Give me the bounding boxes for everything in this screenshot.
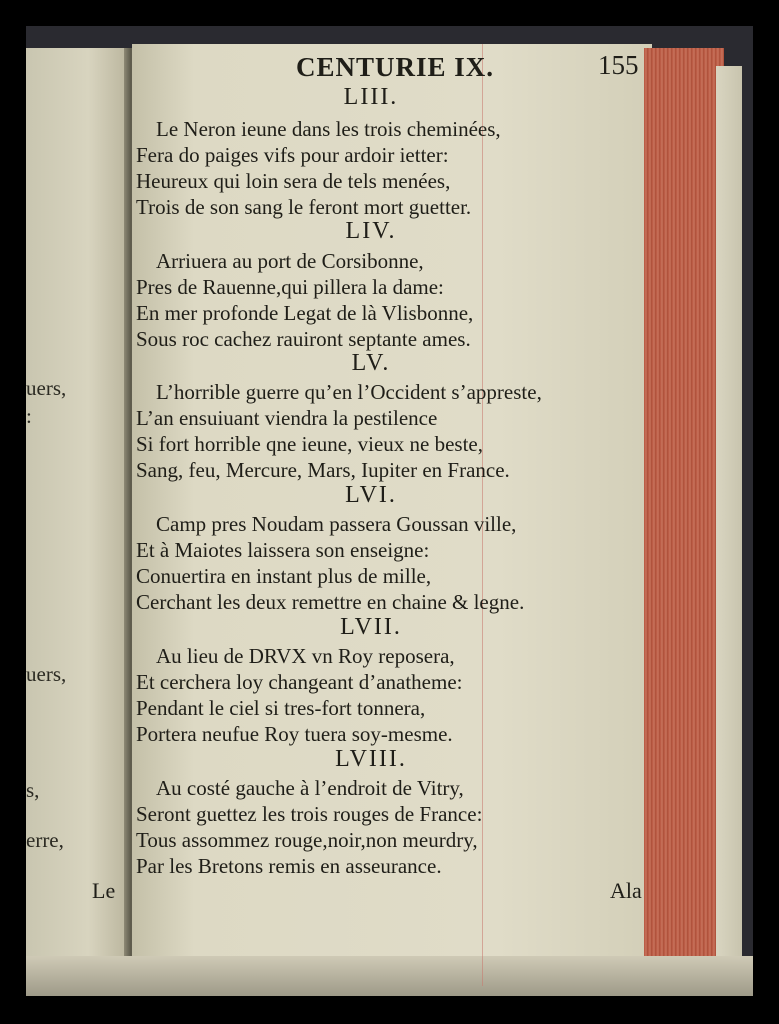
book-photo [26, 26, 753, 996]
verse-line: Si fort horrible qne ieune, vieux ne beste, [136, 432, 483, 456]
verse-line: Trois de son sang le feront mort guetter. [136, 195, 472, 219]
verse-line: Au lieu de DRVX vn Roy reposera, [156, 644, 455, 668]
left-fragment: : [26, 404, 32, 428]
verse-line: Et cerchera loy changeant d’anatheme: [136, 670, 463, 694]
stanza-numeral: LVIII. [335, 746, 407, 772]
verse-line: Cerchant les deux remettre en chaine & legne. [136, 590, 525, 614]
left-fragment: uers, [26, 662, 67, 686]
stanza-numeral: LVI. [345, 482, 397, 508]
verse-line: Heureux qui loin sera de tels menées, [136, 169, 451, 193]
verse-line: Camp pres Noudam passera Goussan ville, [156, 512, 517, 536]
verse-line: Seront guettez les trois rouges de France: [136, 802, 483, 826]
verse-line: Fera do paiges vifs pour ardoir ietter: [136, 143, 449, 167]
running-head: CENTURIE IX. [296, 52, 495, 82]
verse-line: Et à Maiotes laissera son enseigne: [136, 538, 430, 562]
stanza-numeral: LIII. [343, 84, 399, 110]
verse-line: L’horrible guerre qu’en l’Occident s’appreste, [156, 380, 542, 404]
verse-line: Sous roc cachez rauiront septante ames. [136, 327, 471, 351]
verse-line: Conuertira en instant plus de mille, [136, 564, 432, 588]
verse-line: L’an ensuiuant viendra la pestilence [136, 406, 438, 430]
verse-line: Au costé gauche à l’endroit de Vitry, [156, 776, 464, 800]
left-catchword: Le [92, 878, 116, 903]
verse-line: Pres de Rauenne,qui pillera la dame: [136, 275, 444, 299]
folio: 155 [598, 50, 639, 80]
left-fragment: uers, [26, 376, 67, 400]
stanza-numeral: LIV. [345, 218, 397, 244]
left-fragment: s, [26, 778, 40, 802]
left-fragment: erre, [26, 828, 64, 852]
verse-line: Tous assommez rouge,noir,non meurdry, [136, 828, 478, 852]
verse-line: Portera neufue Roy tuera soy-mesme. [136, 722, 453, 746]
verse-line: Par les Bretons remis en asseurance. [136, 854, 442, 878]
verse-line: Sang, feu, Mercure, Mars, Iupiter en France. [136, 458, 510, 482]
catchword: Ala [610, 878, 642, 903]
verse-line: Pendant le ciel si tres-fort tonnera, [136, 696, 426, 720]
verse-line: Arriuera au port de Corsibonne, [156, 249, 424, 273]
verse-line: Le Neron ieune dans les trois cheminées, [156, 117, 501, 141]
stanza-numeral: LV. [351, 350, 391, 376]
verse-block [26, 26, 753, 996]
stanza-numeral: LVII. [340, 614, 402, 640]
verse-line: En mer profonde Legat de là Vlisbonne, [136, 301, 474, 325]
